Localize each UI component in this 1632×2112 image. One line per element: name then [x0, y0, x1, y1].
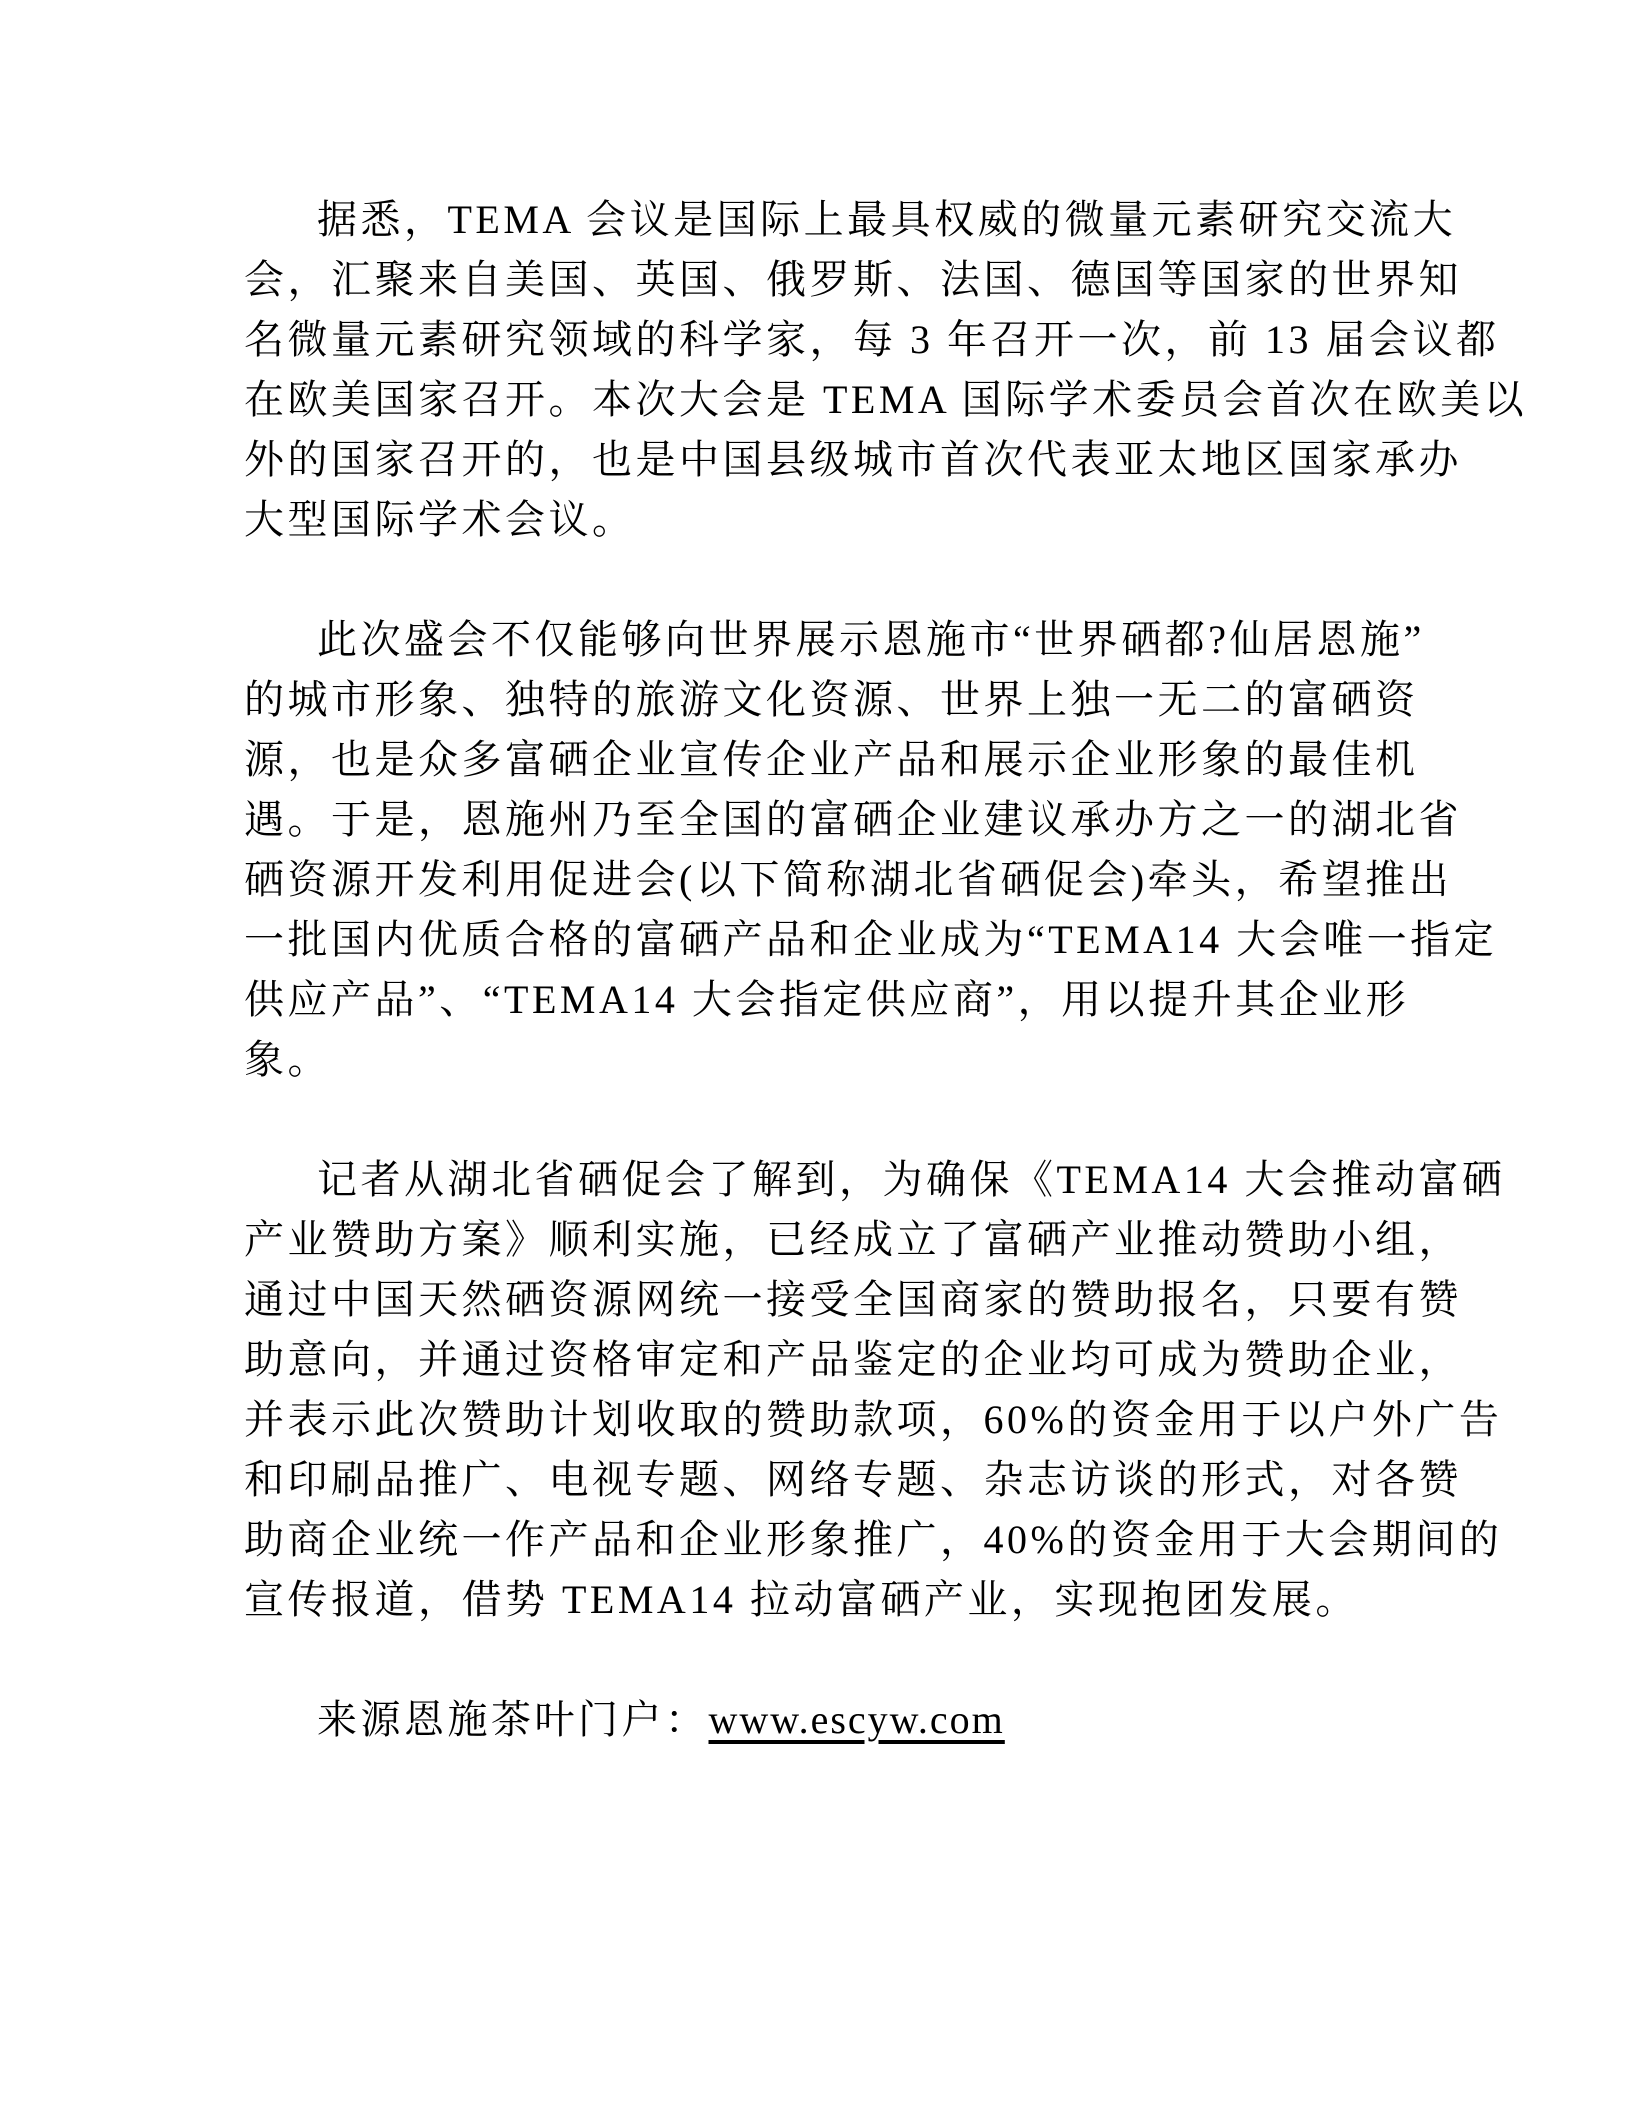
paragraph [244, 190, 1528, 550]
document-body [244, 190, 1528, 1750]
text-line: 象。 [244, 1037, 331, 1082]
text-line: 据悉，TEMA 会议是国际上最具权威的微量元素研究交流大 [317, 197, 1457, 242]
source-prefix: 来源恩施茶叶门户： [317, 1697, 709, 1742]
text-line: 通过中国天然硒资源网统一接受全国商家的赞助报名，只要有赞 [244, 1277, 1462, 1322]
text-line: 记者从湖北省硒促会了解到，为确保《TEMA14 大会推动富硒 [317, 1157, 1506, 1202]
text-line: 在欧美国家召开。本次大会是 TEMA 国际学术委员会首次在欧美以 [244, 377, 1528, 422]
text-line: 一批国内优质合格的富硒产品和企业成为“TEMA14 大会唯一指定 [244, 917, 1498, 962]
text-line: 外的国家召开的，也是中国县级城市首次代表亚太地区国家承办 [244, 437, 1462, 482]
text-line: 宣传报道，借势 TEMA14 拉动富硒产业，实现抱团发展。 [244, 1577, 1359, 1622]
paragraph [244, 610, 1498, 1090]
text-line: 助商企业统一作产品和企业形象推广，40%的资金用于大会期间的 [244, 1517, 1503, 1562]
text-line: 此次盛会不仅能够向世界展示恩施市“世界硒都?仙居恩施” [317, 617, 1425, 662]
text-line: 产业赞助方案》顺利实施，已经成立了富硒产业推动赞助小组， [244, 1217, 1462, 1262]
text-line: 源，也是众多富硒企业宣传企业产品和展示企业形象的最佳机 [244, 737, 1419, 782]
text-line: 的城市形象、独特的旅游文化资源、世界上独一无二的富硒资 [244, 677, 1419, 722]
source-url-link[interactable]: www.escyw.com [708, 1697, 1005, 1742]
text-line: 供应产品”、“TEMA14 大会指定供应商”，用以提升其企业形 [244, 977, 1410, 1022]
text-line: 和印刷品推广、电视专题、网络专题、杂志访谈的形式，对各赞 [244, 1457, 1462, 1502]
text-line: 遇。于是，恩施州乃至全国的富硒企业建议承办方之一的湖北省 [244, 797, 1462, 842]
paragraph [244, 1150, 1506, 1630]
text-line: 并表示此次赞助计划收取的赞助款项，60%的资金用于以户外广告 [244, 1397, 1503, 1442]
text-line: 大型国际学术会议。 [244, 497, 636, 542]
text-line: 硒资源开发利用促进会(以下简称湖北省硒促会)牵头，希望推出 [244, 857, 1453, 902]
text-line: 助意向，并通过资格审定和产品鉴定的企业均可成为赞助企业， [244, 1337, 1462, 1382]
text-line: 会，汇聚来自美国、英国、俄罗斯、法国、德国等国家的世界知 [244, 257, 1462, 302]
text-line: 名微量元素研究领域的科学家，每 3 年召开一次，前 13 届会议都 [244, 317, 1500, 362]
source-line [244, 1690, 1394, 1750]
